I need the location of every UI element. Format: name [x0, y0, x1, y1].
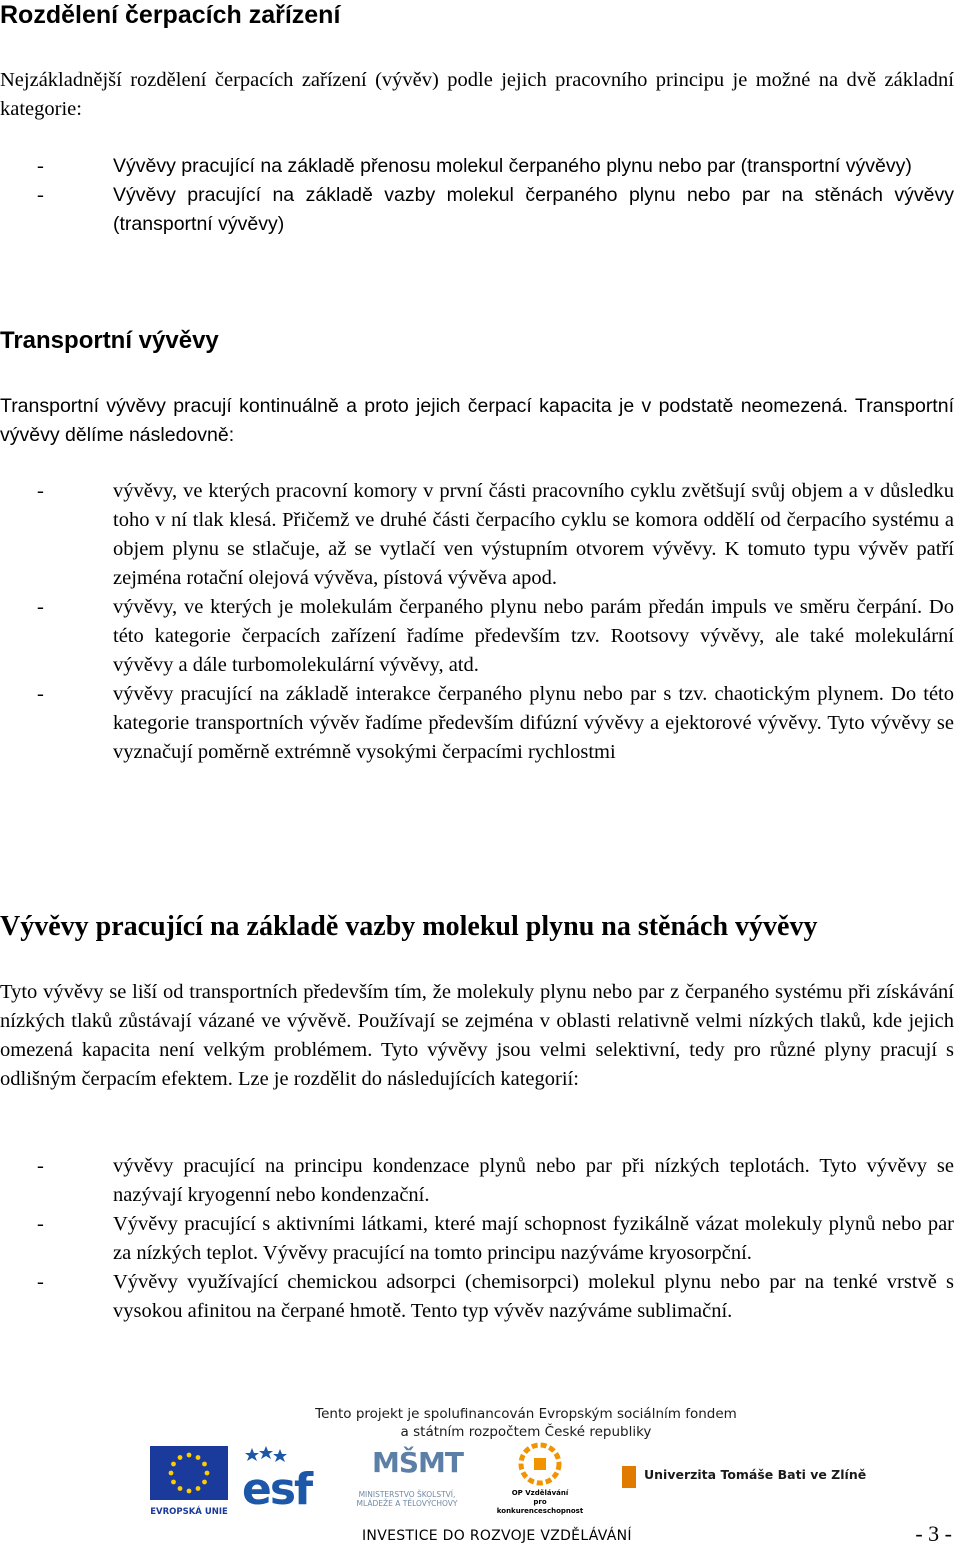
- op-emblem-icon: [516, 1442, 564, 1486]
- page-number: - 3 -: [915, 1521, 952, 1546]
- section-heading-binding: Vývěvy pracující na základě vazby molekul plynu na stěnách vývěvy: [0, 911, 818, 942]
- list-bullet: -: [37, 1271, 44, 1293]
- logo-bar: [0, 1440, 960, 1520]
- list-item: - vývěvy, ve kterých je molekulám čerpaného plynu nebo parám předán impuls ve směru čerpání. Do této kategorie čerpacích zařízení řadíme především tzv. Rootsovy vývěvy, ale také molekulární vývěvy a dále turbomolekulární vývěvy, atd.: [0, 593, 954, 680]
- list-bullet: -: [37, 480, 44, 502]
- transport-types-list: [0, 477, 954, 767]
- page-heading: Rozdělení čerpacích zařízení: [0, 1, 341, 29]
- binding-types-list: [0, 1152, 954, 1326]
- list-item: - vývěvy pracující na základě interakce čerpaného plynu nebo par s tzv. chaotickým plynem. Do této kategorie transportních vývěv řadíme především difúzní vývěvy a ejektorové vývěvy. Tyto vývěvy se vyznačují poměrně extrémně vysokými čerpacími rychlostmi: [0, 680, 954, 767]
- op-logo: [496, 1442, 584, 1518]
- msmt-logo: [332, 1446, 472, 1516]
- funding-line-1: Tento projekt je spolufinancován Evropským sociálním fondem: [315, 1406, 737, 1422]
- funding-statement: [276, 1405, 776, 1441]
- msmt-subtitle: MINISTERSTVO ŠKOLSTVÍ, MLÁDEŽE A TĚLOVÝCHOVY: [356, 1490, 458, 1508]
- list-bullet: -: [37, 1155, 44, 1177]
- list-item: - vývěvy, ve kterých pracovní komory v první části pracovního cyklu zvětšují svůj objem a v důsledku toho v ní tlak klesá. Přičemž ve druhé části čerpacího cyklu se komora oddělí od čerpacího systému a objem plynu se stlačuje, až se vytlačí ven výstupním otvorem vývěvy. K tomuto typu vývěv patří zejména rotační olejová vývěva, pístová vývěva apod.: [0, 477, 954, 593]
- funding-line-2: a státním rozpočtem České republiky: [400, 1424, 652, 1440]
- list-item: - Vývěvy pracující na základě přenosu molekul čerpaného plynu nebo par (transportní vývěvy): [0, 152, 954, 181]
- pump-categories-list: [0, 152, 954, 239]
- binding-paragraph: Tyto vývěvy se liší od transportních především tím, že molekuly plynu nebo par z čerpaného systému při získávání nízkých tlaků zůstávají vázané ve vývěvě. Používají se zejména v oblasti relativně velmi nízkých tlaků, kde jejich omezená kapacita není velkým problémem. Tyto vývěvy jsou velmi selektivní, tedy pro různé plyny pracují s odlišným čerpacím efektem. Lze je rozdělit do následujících kategorií:: [0, 981, 954, 1090]
- eu-logo: [150, 1446, 228, 1516]
- op-label: OP Vzdělávání pro konkurenceschopnost: [496, 1489, 584, 1515]
- msmt-label: MŠMT: [372, 1446, 463, 1479]
- list-item: - vývěvy pracující na principu kondenzace plynů nebo par při nízkých teplotách. Tyto vývěvy se nazývají kryogenní nebo kondenzační.: [0, 1152, 954, 1210]
- intro-paragraph: Nejzákladnější rozdělení čerpacích zařízení (vývěv) podle jejich pracovního principu je možné na dvě základní kategorie:: [0, 69, 954, 120]
- list-item: - Vývěvy využívající chemickou adsorpci (chemisorpci) molekul plynu nebo par na tenké vrstvě s vysokou afinitou na čerpané hmotě. Tento typ vývěv nazýváme sublimační.: [0, 1268, 954, 1326]
- list-item: - Vývěvy pracující na základě vazby molekul čerpaného plynu nebo par na stěnách vývěvy (transportní vývěvy): [0, 181, 954, 239]
- transport-paragraph: Transportní vývěvy pracují kontinuálně a proto jejich čerpací kapacita je v podstatě neomezená. Transportní vývěvy dělíme následovně:: [0, 395, 954, 446]
- list-bullet: -: [37, 1213, 44, 1235]
- eu-label: EVROPSKÁ UNIE: [150, 1507, 228, 1517]
- list-item: - Vývěvy pracující s aktivními látkami, které mají schopnost fyzikálně vázat molekuly plynů nebo par za nízkých teplot. Vývěvy pracující na tomto principu nazýváme kryosorpční.: [0, 1210, 954, 1268]
- list-bullet: -: [37, 683, 44, 705]
- utb-label: Univerzita Tomáše Bati ve Zlíně: [644, 1467, 867, 1482]
- eu-flag-icon: [150, 1446, 228, 1500]
- list-bullet: -: [37, 596, 44, 618]
- footer-text: INVESTICE DO ROZVOJE VZDĚLÁVÁNÍ: [362, 1528, 632, 1544]
- esf-logo: [242, 1444, 314, 1516]
- esf-label: esf: [242, 1464, 312, 1515]
- list-bullet: -: [37, 155, 44, 177]
- list-bullet: -: [37, 184, 44, 206]
- utb-emblem-icon: [622, 1466, 636, 1488]
- utb-logo: [622, 1464, 867, 1494]
- section-heading-transport: Transportní vývěvy: [0, 327, 219, 354]
